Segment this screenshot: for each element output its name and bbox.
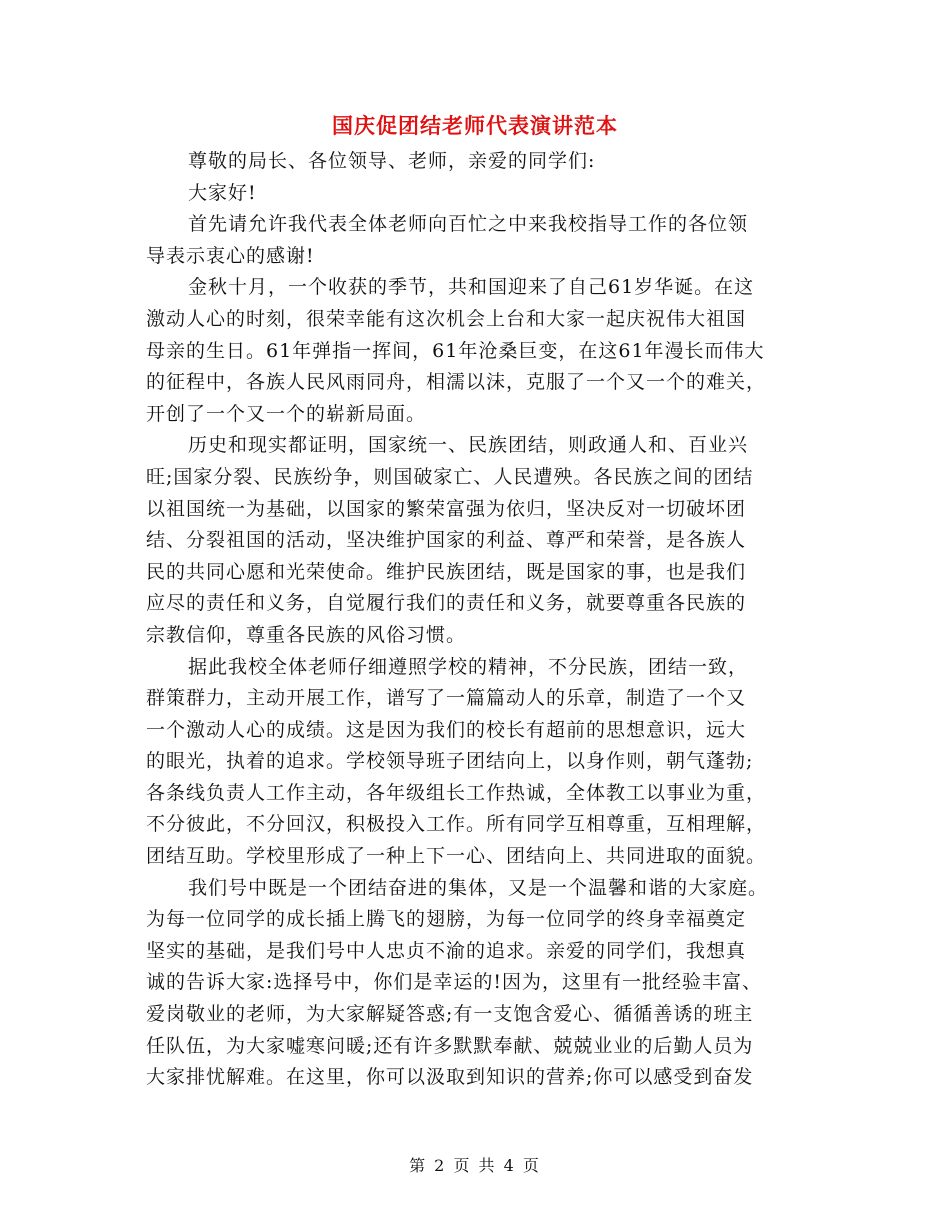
paragraph-line: 母亲的生日。61年弹指一挥间，61年沧桑巨变，在这61年漫长而伟大 (146, 339, 765, 362)
paragraph-line: 金秋十月，一个收获的季节，共和国迎来了自己61岁华诞。在这 (188, 276, 755, 299)
paragraph-line: 的征程中，各族人民风雨同舟，相濡以沫，克服了一个又一个的难关， (146, 371, 767, 394)
paragraph-line: 诚的告诉大家:选择号中，你们是幸运的!因为，这里有一批经验丰富、 (146, 971, 763, 994)
paragraph-line: 据此我校全体老师仔细遵照学校的精神，不分民族，团结一致， (188, 655, 749, 678)
paragraph-line: 大家好! (188, 181, 257, 204)
paragraph-line: 大家排忧解难。在这里，你可以汲取到知识的营养;你可以感受到奋发 (146, 1066, 754, 1089)
paragraph-line: 群策群力，主动开展工作，谱写了一篇篇动人的乐章，制造了一个又 (146, 687, 747, 710)
paragraph-line: 为每一位同学的成长插上腾飞的翅膀，为每一位同学的终身幸福奠定 (146, 908, 747, 931)
paragraph-line: 激动人心的时刻，很荣幸能有这次机会上台和大家一起庆祝伟大祖国 (146, 307, 747, 330)
paragraph-line: 团结互助。学校里形成了一种上下一心、团结向上、共同进取的面貌。 (146, 845, 767, 868)
paragraph-line: 我们号中既是一个团结奋进的集体，又是一个温馨和谐的大家庭。 (188, 876, 769, 899)
paragraph-line: 不分彼此，不分回汉，积极投入工作。所有同学互相尊重，互相理解， (146, 813, 767, 836)
paragraph-line: 旺;国家分裂、民族纷争，则国破家亡、人民遭殃。各民族之间的团结 (146, 465, 754, 488)
paragraph-line: 尊敬的局长、各位领导、老师，亲爱的同学们: (188, 150, 596, 172)
paragraph-line: 爱岗敬业的老师，为大家解疑答惑;有一支饱含爱心、循循善诱的班主 (146, 1003, 754, 1026)
paragraph-line: 民的共同心愿和光荣使命。维护民族团结，既是国家的事，也是我们 (146, 560, 747, 583)
paragraph-line: 坚实的基础，是我们号中人忠贞不渝的追求。亲爱的同学们，我想真 (146, 939, 747, 962)
page-footer: 第 2 页 共 4 页 (409, 1156, 541, 1175)
paragraph-line: 一个激动人心的成绩。这是因为我们的校长有超前的思想意识，远大 (146, 718, 747, 741)
paragraph-line: 应尽的责任和义务，自觉履行我们的责任和义务，就要尊重各民族的 (146, 592, 747, 615)
paragraph-line: 结、分裂祖国的活动，坚决维护国家的利益、尊严和荣誉，是各族人 (146, 529, 747, 552)
paragraph-line: 历史和现实都证明，国家统一、民族团结，则政通人和、百业兴 (188, 434, 749, 457)
paragraph-line: 以祖国统一为基础，以国家的繁荣富强为依归，坚决反对一切破坏团 (146, 497, 747, 520)
paragraph-line: 各条线负责人工作主动，各年级组长工作热诚，全体教工以事业为重， (146, 781, 767, 804)
paragraph-line: 的眼光，执着的追求。学校领导班子团结向上，以身作则，朝气蓬勃; (146, 750, 754, 773)
document-title: 国庆促团结老师代表演讲范本 (332, 113, 618, 138)
paragraph-line: 宗教信仰，尊重各民族的风俗习惯。 (146, 623, 467, 646)
paragraph-line: 开创了一个又一个的崭新局面。 (146, 402, 427, 425)
paragraph-line: 导表示衷心的感谢! (146, 244, 315, 267)
document-body (146, 146, 816, 1094)
paragraph-line: 首先请允许我代表全体老师向百忙之中来我校指导工作的各位领 (188, 213, 749, 236)
paragraph-line: 任队伍，为大家嘘寒问暖;还有许多默默奉献、兢兢业业的后勤人员为 (146, 1034, 754, 1057)
